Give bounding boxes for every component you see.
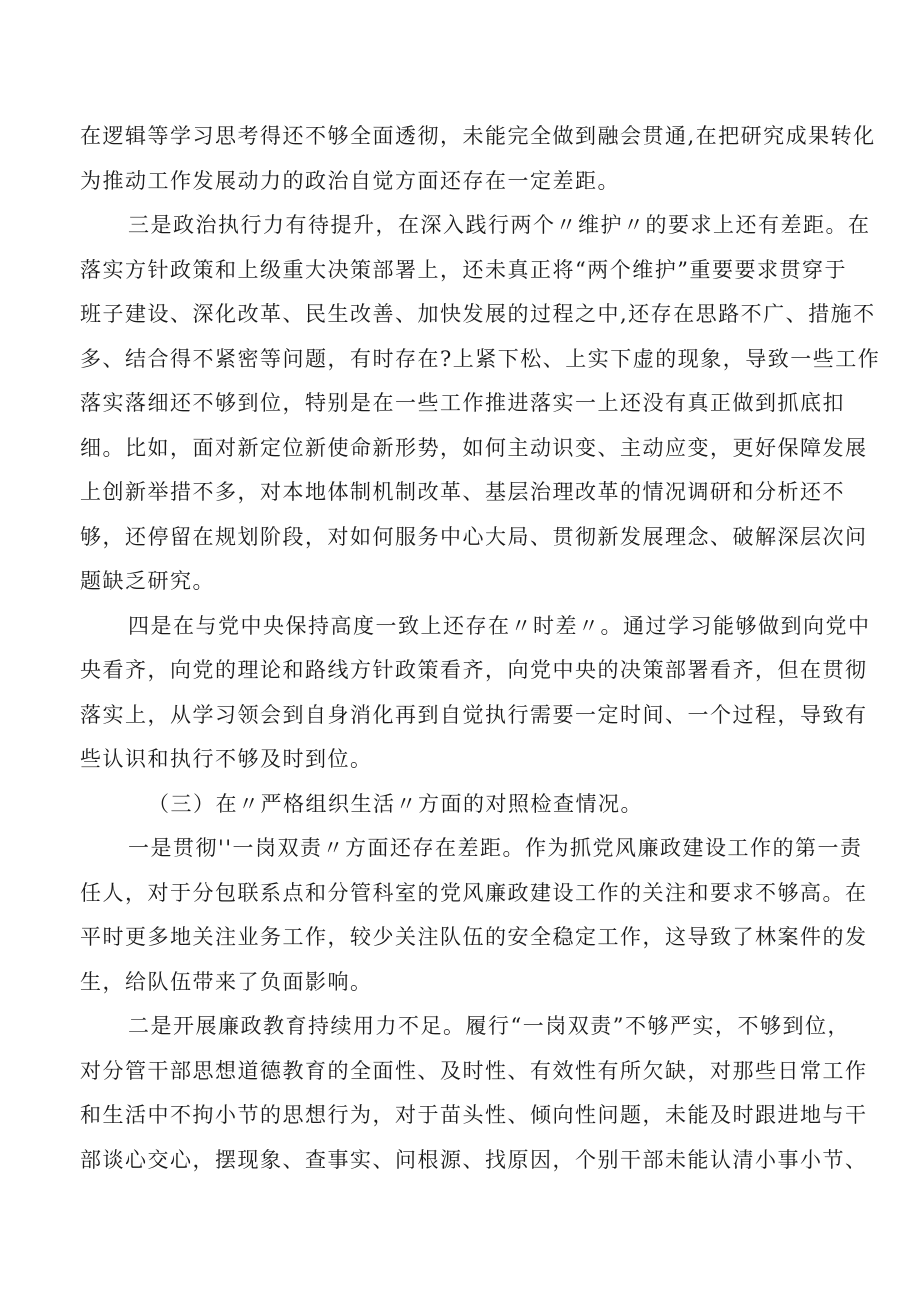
text-line: 落实上，从学习领会到自身消化再到自觉执行需要一定时间、一个过程，导致有 <box>80 702 868 727</box>
text-line: 班子建设、深化改革、民生改善、加快发展的过程之中,还存在思路不广、措施不 <box>80 302 876 326</box>
text-line: 些认识和执行不够及时到位。 <box>80 747 373 771</box>
text-line: 一是贯彻''一岗双责〃方面还存在差距。作为抓党风廉政建设工作的第一责 <box>128 836 863 860</box>
text-line: 够，还停留在规划阶段，对如何服务中心大局、贯彻新发展理念、破解深层次问 <box>80 524 868 549</box>
text-line: 和生活中不拘小节的思想行为，对于苗头性、倾向性问题，未能及时跟进地与干 <box>80 1103 868 1127</box>
text-line: 三是政治执行力有待提升，在深入践行两个〃维护〃的要求上还有差距。在 <box>128 213 871 237</box>
text-line: 生，给队伍带来了负面影响。 <box>80 969 373 994</box>
text-line: 二是开展廉政教育持续用力不足。履行“一岗双责”不够严实，不够到位， <box>128 1014 850 1038</box>
text-line: 多、结合得不紧密等问题，有时存在?上紧下松、上实下虚的现象，导致一些工作 <box>80 346 881 371</box>
text-line: 四是在与党中央保持高度一致上还存在〃时差〃。通过学习能够做到向党中 <box>128 613 871 638</box>
text-line: 为推动工作发展动力的政治自觉方面还存在一定差距。 <box>80 168 620 193</box>
text-line: 平时更多地关注业务工作，较少关注队伍的安全稳定工作，这导致了林案件的发 <box>80 925 868 949</box>
paragraph-1 <box>80 114 876 203</box>
heading-line: （三）在〃严格组织生活〃方面的对照检查情况。 <box>148 791 643 816</box>
paragraph-5 <box>80 1004 868 1182</box>
document-body <box>80 114 881 1182</box>
text-line: 上创新举措不多，对本地体制机制改革、基层治理改革的情况调研和分析还不 <box>80 480 845 504</box>
text-line: 在逻辑等学习思考得还不够全面透彻，未能完全做到融会贯通,在把研究成果转化 <box>80 124 876 148</box>
text-line: 落实方针政策和上级重大决策部署上，还未真正将“两个维护”重要要求贯穿于 <box>80 257 847 282</box>
paragraph-4 <box>80 826 868 1004</box>
text-line: 央看齐，向党的理论和路线方针政策看齐，向党中央的决策部署看齐，但在贯彻 <box>80 658 868 682</box>
paragraph-2 <box>80 203 881 604</box>
section-heading <box>80 782 848 827</box>
text-line: 对分管干部思想道德教育的全面性、及时性、有效性有所欠缺，对那些日常工作 <box>80 1058 868 1083</box>
text-line: 落实落细还不够到位，特别是在一些工作推进落实一上还没有真正做到抓底扣 <box>80 391 845 415</box>
text-line: 细。比如，面对新定位新使命新形势，如何主动识变、主动应变，更好保障发展 <box>80 435 868 460</box>
text-line: 题缺乏研究。 <box>80 569 215 593</box>
text-line: 任人，对于分包联系点和分管科室的党风廉政建设工作的关注和要求不够高。在 <box>80 880 868 905</box>
text-line: 部谈心交心，摆现象、查事实、问根源、找原因，个别干部未能认清小事小节、 <box>80 1147 868 1172</box>
paragraph-3 <box>80 604 871 782</box>
